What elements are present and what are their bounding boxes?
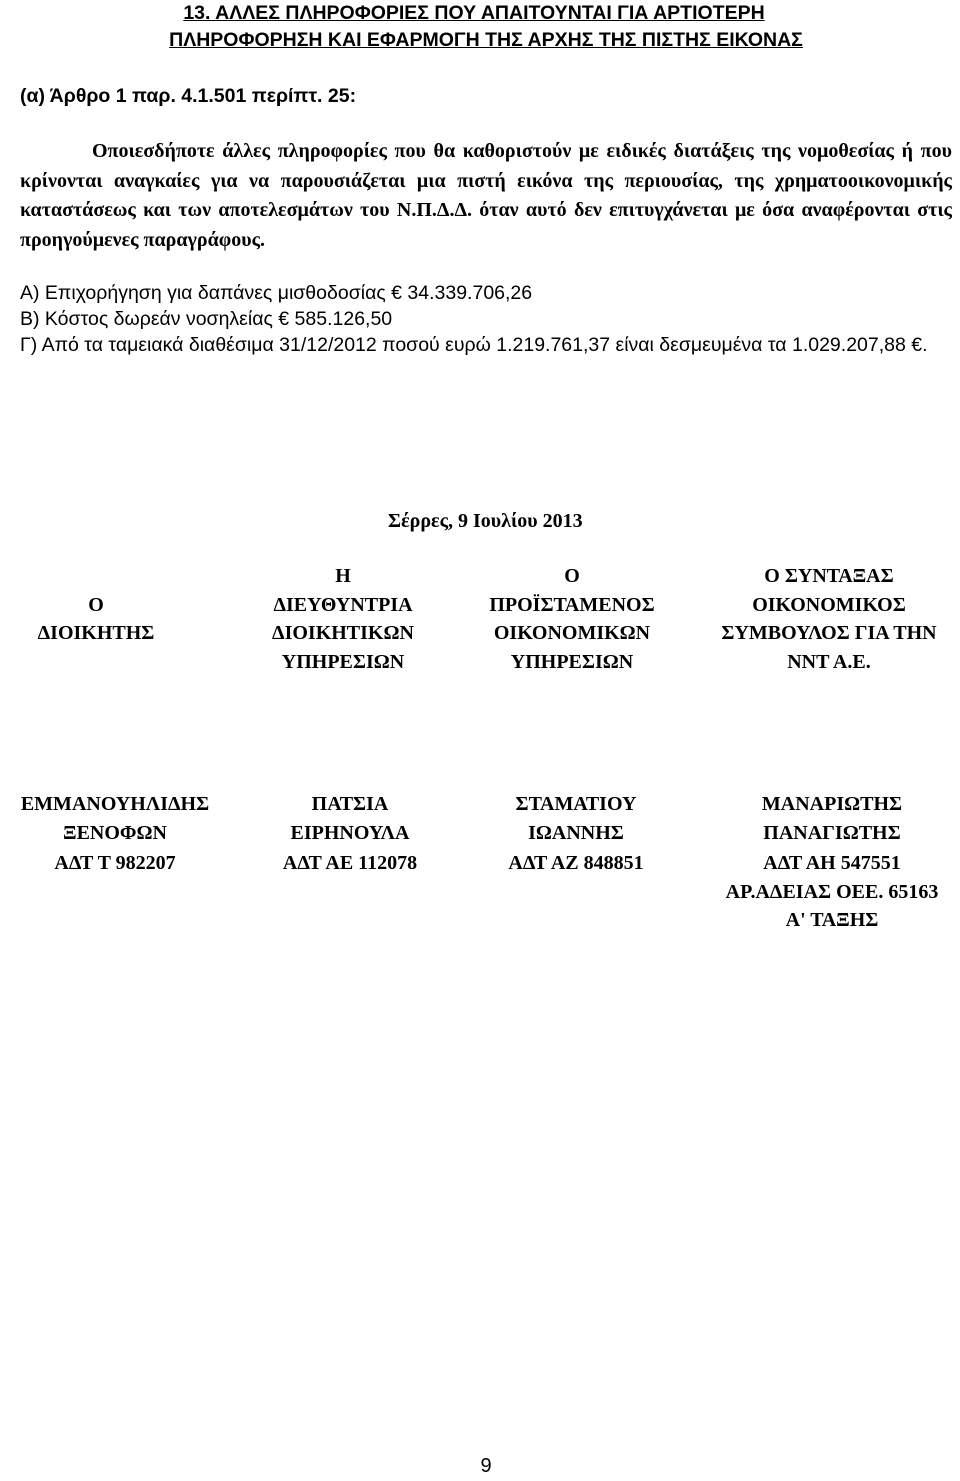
signatory-title-director [0,591,192,648]
title-line: Ο [564,565,580,587]
signatory-title-admin-director [244,562,442,676]
list-item-a: Α) Επιχορήγηση για δαπάνες μισθοδοσίας € 34.339.706,26 [20,282,533,304]
signatory-name-admin-director [250,790,450,878]
signatory-title-finance-head [470,562,674,676]
title-line: Ο ΣΥΝΤΑΞΑΣ [764,565,894,587]
name-line: ΞΕΝΟΦΩΝ [63,821,167,844]
title-line: ΠΡΟΪΣΤΑΜΕΝΟΣ [489,593,655,616]
signatory-name-director [0,790,230,878]
title-line: Η [335,565,351,587]
title-line: ΔΙΟΙΚΗΤΗΣ [37,622,155,644]
signatory-name-advisor [712,790,952,935]
body-paragraph: Οποιεσδήποτε άλλες πληροφορίες που θα καθοριστούν με ειδικές διατάξεις της νομοθεσίας ή που κρίνονται αναγκαίες για να παρουσιάζεται μια πιστή εικόνα της περιουσίας, της χρηματοοικονομικής καταστάσεως και των αποτελεσμάτων του Ν.Π.Δ.Δ. όταν αυτό δεν επιτυγχάνεται με όσα αναφέρονται στις προηγούμενες παραγράφους. [20,140,952,251]
title-line: ΔΙΕΥΘΥΝΤΡΙΑ [273,593,413,616]
section-heading-line-2: ΠΛΗΡΟΦΟΡΗΣΗ ΚΑΙ ΕΦΑΡΜΟΓΗ ΤΗΣ ΑΡΧΗΣ ΤΗΣ ΠΙΣΤΗΣ ΕΙΚΟΝΑΣ [169,29,803,51]
list-item-b: Β) Κόστος δωρεάν νοσηλείας € 585.126,50 [20,308,393,330]
section-number: 13. [183,2,211,24]
section-heading-line-1 [0,0,960,27]
title-line: ΣΥΜΒΟΥΛΟΣ ΓΙΑ ΤΗΝ [721,622,937,644]
items-list [20,280,952,358]
id-line: ΑΔΤ Τ 982207 [54,852,176,874]
title-line: ΟΙΚΟΝΟΜΙΚΩΝ [493,622,651,644]
name-line: ΕΙΡΗΝΟΥΛΑ [290,821,410,844]
title-line: ΥΠΗΡΕΣΙΩΝ [281,650,405,673]
page-number: 9 [480,1455,492,1477]
id-line: ΑΔΤ ΑΕ 112078 [282,852,418,874]
title-line: ΔΙΟΙΚΗΤΙΚΩΝ [272,622,414,644]
signatory-name-finance-head [476,790,676,878]
list-item-c: Γ) Από τα ταμειακά διαθέσιμα 31/12/2012 ποσού ευρώ 1.219.761,37 είναι δεσμευμένα τα 1.029.207,88 €. [20,334,928,356]
signatory-title-advisor [700,562,958,676]
id-line: ΑΔΤ ΑΗ 547551 [763,852,901,874]
name-line: ΙΩΑΝΝΗΣ [528,821,624,844]
name-line: ΕΜΜΑΝΟΥΗΛΙΔΗΣ [20,793,210,815]
article-reference: (α) Άρθρο 1 παρ. 4.1.501 περίπτ. 25: [20,85,357,107]
name-line: ΠΑΤΣΙΑ [311,793,389,815]
title-line: ΥΠΗΡΕΣΙΩΝ [510,650,634,673]
id-line: ΑΔΤ ΑΖ 848851 [508,852,644,874]
place-date: Σέρρες, 9 Ιουλίου 2013 [388,510,583,532]
name-line: ΜΑΝΑΡΙΩΤΗΣ [761,793,903,815]
title-line: ΟΙΚΟΝΟΜΙΚΟΣ [752,593,906,616]
name-line: ΠΑΝΑΓΙΩΤΗΣ [763,821,901,844]
title-line: Ο [88,593,104,616]
title-line: ΝΝΤ Α.Ε. [787,650,871,673]
license-line: ΑΡ.ΑΔΕΙΑΣ ΟΕΕ. 65163 [725,880,939,903]
section-heading-line-1-text: ΑΛΛΕΣ ΠΛΗΡΟΦΟΡΙΕΣ ΠΟΥ ΑΠΑΙΤΟΥΝΤΑΙ ΓΙΑ ΑΡΤΙΟΤΕΡΗ [215,2,765,24]
section-heading [0,0,960,54]
name-line: ΣΤΑΜΑΤΙΟΥ [515,793,637,815]
class-line: Α' ΤΑΞΗΣ [785,909,879,931]
